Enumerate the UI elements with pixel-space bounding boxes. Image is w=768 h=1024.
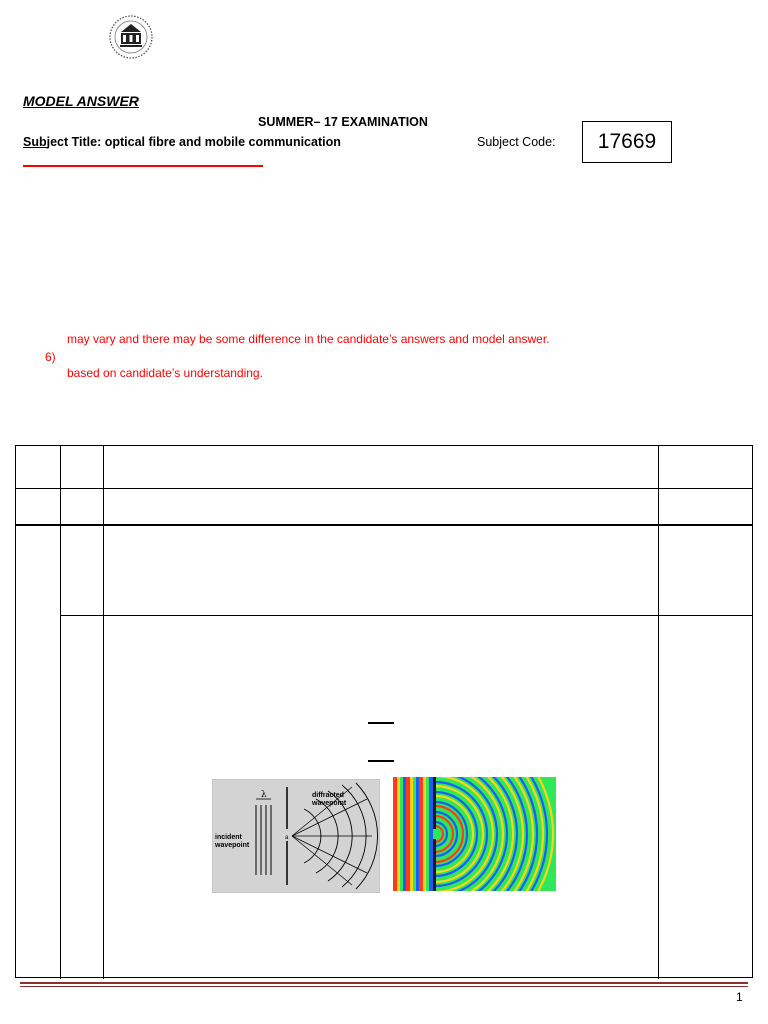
instruction-line-2: based on candidate’s understanding. — [67, 366, 263, 380]
instruction-line-1: may vary and there may be some difference in the candidate’s answers and model answer. — [67, 332, 550, 346]
aperture-label: a — [285, 835, 289, 841]
subject-title-prefix: Sub — [23, 135, 47, 149]
blank-dash — [368, 760, 394, 762]
subject-code-label: Subject Code: — [477, 135, 556, 149]
lambda-label: λ — [261, 790, 267, 800]
blank-dash — [368, 722, 394, 724]
diffracted-label-2: wavepoint — [312, 800, 347, 807]
page-number: 1 — [736, 990, 743, 1004]
diffraction-diagram — [212, 779, 380, 893]
table-row-divider — [60, 615, 752, 616]
table-row-divider — [16, 488, 752, 489]
model-answer-heading: MODEL ANSWER — [23, 93, 139, 109]
answer-table — [15, 445, 753, 978]
exam-title: SUMMER– 17 EXAMINATION — [258, 115, 428, 129]
incident-label: incident — [215, 834, 242, 841]
institution-logo-icon — [108, 14, 154, 60]
subject-title — [23, 135, 341, 149]
instruction-number: 6) — [45, 350, 56, 364]
incident-label-2: wavepoint — [215, 842, 250, 849]
subject-title-text: ject Title: optical fibre and mobile communication — [46, 135, 341, 149]
red-underline-rule — [23, 165, 263, 167]
table-row-divider — [16, 524, 752, 526]
footer-rule — [20, 982, 748, 984]
subject-code-box: 17669 — [582, 121, 672, 163]
wave-simulation-image — [393, 777, 556, 891]
diffracted-label: diffracted — [312, 792, 344, 799]
footer-rule-thin — [20, 986, 748, 987]
